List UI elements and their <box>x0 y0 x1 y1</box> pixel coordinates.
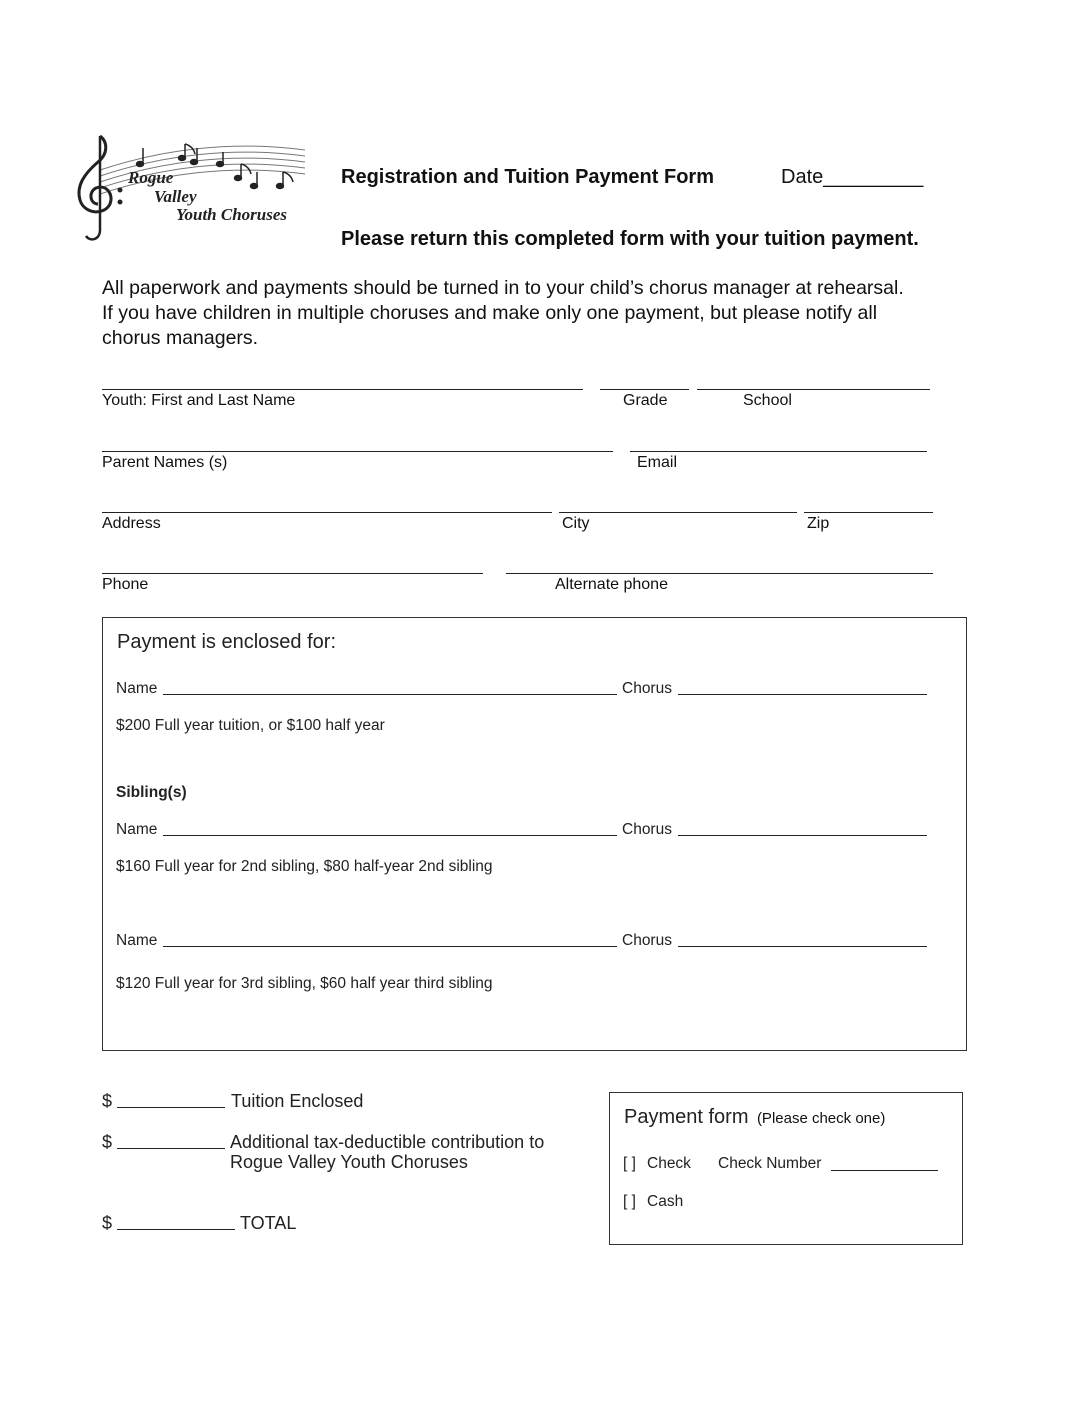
tuition-enclosed-label: Tuition Enclosed <box>231 1091 364 1111</box>
intro-line-3: chorus managers. <box>102 327 259 349</box>
youth-name-label: Youth: First and Last Name <box>102 392 296 409</box>
alt-phone-label: Alternate phone <box>555 576 668 593</box>
payment-form-heading-row <box>624 1106 885 1129</box>
school-line[interactable] <box>697 389 930 390</box>
contribution-label-1: Additional tax-deductible contribution to <box>230 1132 545 1152</box>
check-label: Check <box>647 1155 691 1172</box>
currency-symbol: $ <box>102 1132 113 1152</box>
intro-line-1: All paperwork and payments should be turned in to your child’s chorus manager at rehearsal. <box>102 277 904 299</box>
sibling-3-name-line[interactable] <box>163 946 617 947</box>
sibling-3-price: $120 Full year for 3rd sibling, $60 half year third sibling <box>116 975 493 992</box>
sibling-3-chorus-label: Chorus <box>622 932 672 949</box>
sibling-2-chorus-label: Chorus <box>622 821 672 838</box>
grade-label: Grade <box>623 392 668 409</box>
total-label: TOTAL <box>240 1213 297 1233</box>
payment-form-note: (Please check one) <box>756 1110 886 1127</box>
sibling-2-name-line[interactable] <box>163 835 617 836</box>
sibling-2-name-label: Name <box>116 821 158 838</box>
payment-form-heading: Payment form <box>624 1106 749 1128</box>
parent-names-label: Parent Names (s) <box>102 454 228 471</box>
city-label: City <box>562 515 590 532</box>
alt-phone-line[interactable] <box>506 573 933 574</box>
city-line[interactable] <box>559 512 797 513</box>
intro-line-2: If you have children in multiple choruses and make only one payment, but please notify all <box>102 302 878 324</box>
logo-line-3: Youth Choruses <box>176 205 288 224</box>
intro-text <box>102 276 904 351</box>
date-field[interactable]: Date_________ <box>781 166 924 188</box>
payment-enclosed-heading: Payment is enclosed for: <box>117 631 336 653</box>
contribution-label-2: Rogue Valley Youth Choruses <box>230 1152 468 1172</box>
check-checkbox[interactable]: [ ] <box>623 1155 636 1172</box>
youth-name-line[interactable] <box>102 389 583 390</box>
check-number-label: Check Number <box>718 1155 822 1172</box>
phone-label: Phone <box>102 576 149 593</box>
zip-label: Zip <box>807 515 830 532</box>
logo <box>70 130 310 245</box>
cash-label: Cash <box>647 1193 684 1210</box>
email-line[interactable] <box>630 451 927 452</box>
sibling-2-chorus-line[interactable] <box>678 835 927 836</box>
siblings-heading: Sibling(s) <box>116 784 187 801</box>
grade-line[interactable] <box>600 389 689 390</box>
chorus-line[interactable] <box>678 694 927 695</box>
sibling-3-name-label: Name <box>116 932 158 949</box>
contribution-amount-line[interactable] <box>117 1148 225 1149</box>
name-label: Name <box>116 680 158 697</box>
school-label: School <box>743 392 792 409</box>
logo-line-1: Rogue <box>128 168 174 187</box>
form-subtitle: Please return this completed form with your tuition payment. <box>341 228 919 250</box>
form-title: Registration and Tuition Payment Form <box>341 166 714 188</box>
tuition-line: $200 Full year tuition, or $100 half year <box>116 717 385 734</box>
sibling-3-chorus-line[interactable] <box>678 946 927 947</box>
parent-names-line[interactable] <box>102 451 613 452</box>
currency-symbol: $ <box>102 1213 113 1233</box>
phone-line[interactable] <box>102 573 483 574</box>
cash-checkbox[interactable]: [ ] <box>623 1193 636 1210</box>
address-line[interactable] <box>102 512 552 513</box>
chorus-label: Chorus <box>622 680 672 697</box>
tuition-amount-line[interactable] <box>117 1107 225 1108</box>
sibling-2-price: $160 Full year for 2nd sibling, $80 half-year 2nd sibling <box>116 858 493 875</box>
total-amount-line[interactable] <box>117 1229 235 1230</box>
logo-line-2: Valley <box>154 187 197 206</box>
email-label: Email <box>637 454 678 471</box>
address-label: Address <box>102 515 161 532</box>
name-line[interactable] <box>163 694 617 695</box>
zip-line[interactable] <box>804 512 933 513</box>
currency-symbol: $ <box>102 1091 113 1111</box>
check-number-line[interactable] <box>831 1170 938 1171</box>
